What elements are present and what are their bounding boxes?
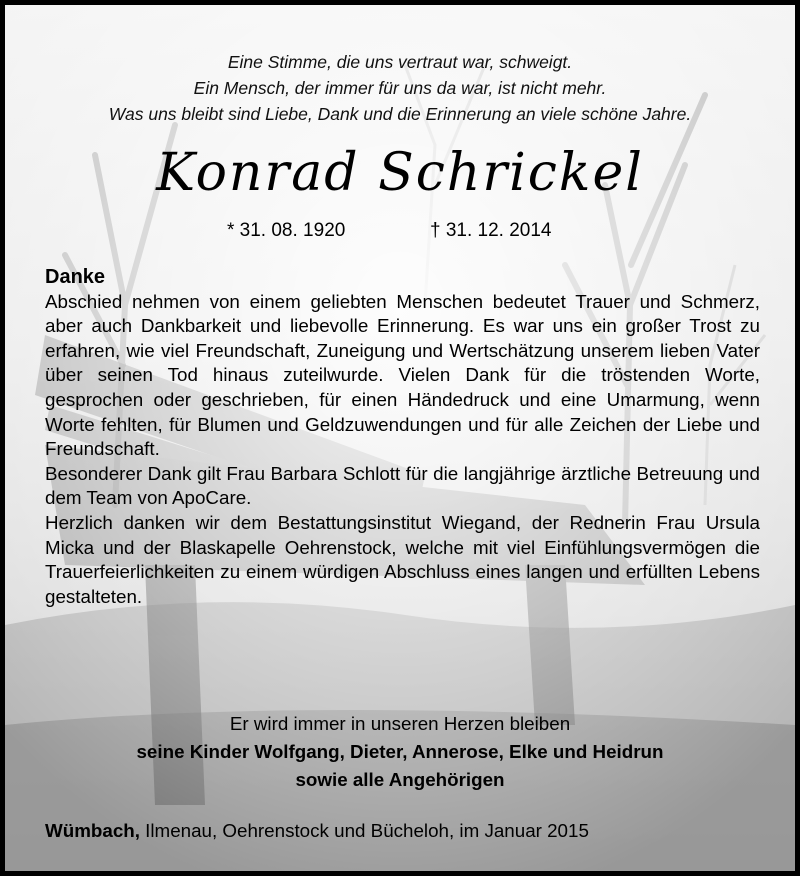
verse-line-2: Ein Mensch, der immer für uns da war, ist nicht mehr.	[193, 78, 607, 98]
death-date: † 31. 12. 2014	[430, 220, 552, 241]
family-line-2: sowie alle Angehörigen	[295, 769, 505, 790]
place-rest: Ilmenau, Oehrenstock und Bücheloh, im Januar 2015	[139, 820, 589, 841]
place-date-line	[45, 820, 589, 842]
closing-line: Er wird immer in unseren Herzen bleiben	[229, 713, 571, 734]
place-town: Wümbach,	[45, 820, 140, 841]
thanks-paragraph-1: Abschied nehmen von einem geliebten Menschen bedeutet Trauer und Schmerz, aber auch Dankbarkeit und liebevolle Erinnerung. Es war uns ein großer Trost zu erfahren, wie viel Freundschaft, Zuneigung und Wertschätzung unserem lieben Vater über seinen Tod hinaus zuteilwurde. Vielen Dank für die tröstenden Worte, gesprochen oder geschrieben, für einen Händedruck und eine Umarmung, wenn Worte fehlten, für Blumen und Geldzuwendungen und für alle Zeichen der Liebe und Freundschaft.	[45, 290, 760, 460]
memorial-verse	[5, 49, 795, 127]
deceased-name: Konrad Schrickel	[156, 143, 644, 203]
thanks-paragraph-2: Besonderer Dank gilt Frau Barbara Schlott für die langjährige ärztliche Betreuung und dem Team von ApoCare.	[45, 462, 760, 509]
thanks-paragraph-3: Herzlich danken wir dem Bestattungsinstitut Wiegand, der Rednerin Frau Ursula Micka und der Blaskapelle Oehrenstock, welche mit viel Einfühlungsvermögen die Trauerfeierlichkeiten zu einem würdigen Abschluss eines langen und erfüllten Lebens gestalteten.	[45, 511, 760, 607]
verse-line-3: Was uns bleibt sind Liebe, Dank und die Erinnerung an viele schöne Jahre.	[108, 104, 692, 124]
family-line-1: seine Kinder Wolfgang, Dieter, Annerose, Elke und Heidrun	[136, 741, 664, 762]
verse-line-1: Eine Stimme, die uns vertraut war, schweigt.	[227, 52, 573, 72]
closing-section	[5, 710, 795, 794]
thanks-heading: Danke	[45, 266, 106, 288]
thanks-section	[45, 265, 760, 609]
birth-date: * 31. 08. 1920	[227, 220, 346, 241]
